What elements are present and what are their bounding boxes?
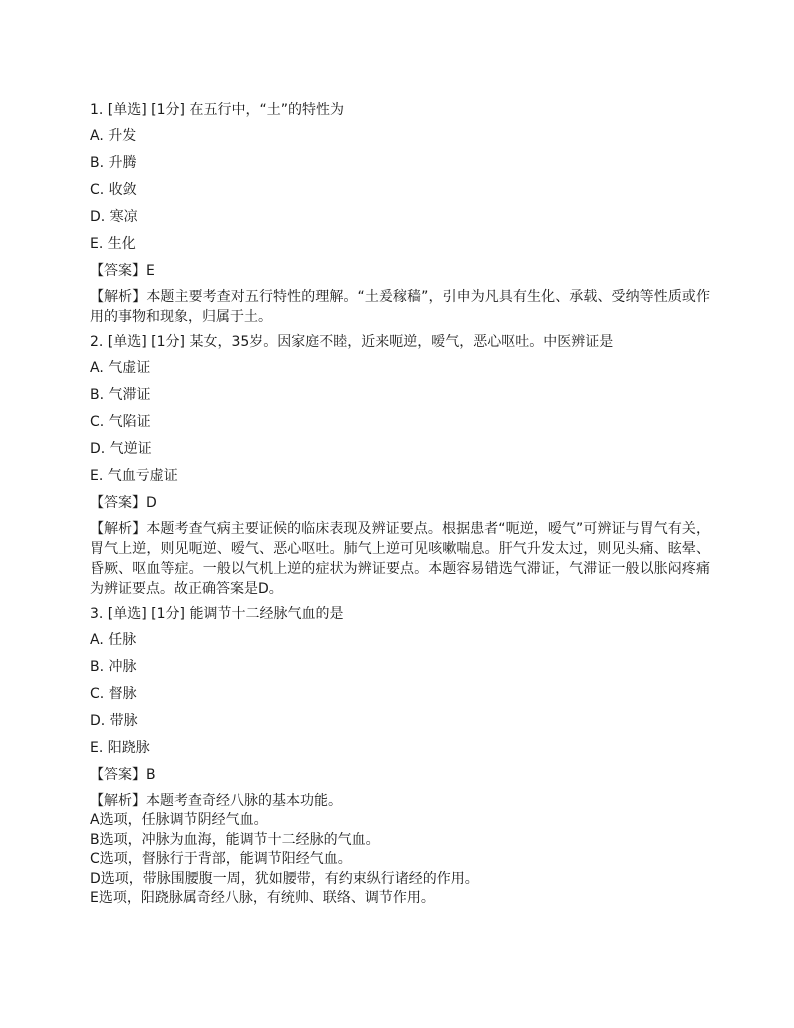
option-b: B. 升腾 [90, 155, 137, 171]
option-d: D. 气逆证 [90, 441, 152, 457]
option-c: C. 气陷证 [90, 414, 151, 430]
analysis-block [90, 287, 710, 327]
option-e: E. 生化 [90, 236, 136, 252]
answer-value: B [146, 767, 156, 783]
analysis-body: 本题主要考查对五行特性的理解。“土爰稼穑”，引申为凡具有生化、承载、受纳等性质或作用的事物和现象，归属于土。 [90, 289, 710, 325]
analysis-label: 【解析】 [90, 289, 147, 305]
analysis-line-c: C选项，督脉行于背部，能调节阳经气血。 [90, 851, 352, 867]
question-stem: 3. [单选] [1分] 能调节十二经脉气血的是 [90, 606, 344, 622]
analysis-line-e: E选项，阳跷脉属奇经八脉，有统帅、联络、调节作用。 [90, 890, 435, 906]
question-stem: 1. [单选] [1分] 在五行中，“土”的特性为 [90, 102, 344, 118]
analysis-block [90, 791, 710, 909]
answer-line [90, 493, 710, 513]
option-b: B. 气滞证 [90, 387, 151, 403]
option-a: A. 气虚证 [90, 360, 151, 376]
analysis-text [90, 791, 710, 811]
option-a: A. 任脉 [90, 632, 137, 648]
answer-value: E [146, 263, 155, 279]
answer-label: 【答案】 [90, 263, 146, 279]
analysis-line-b: B选项，冲脉为血海，能调节十二经脉的气血。 [90, 831, 380, 848]
answer-line [90, 261, 710, 281]
question-2 [90, 332, 710, 599]
analysis-label: 【解析】 [90, 793, 146, 809]
answer-label: 【答案】 [90, 767, 146, 783]
option-b: B. 冲脉 [90, 659, 137, 675]
option-d: D. 带脉 [90, 713, 138, 729]
answer-line [90, 765, 710, 785]
analysis-label: 【解析】 [90, 521, 147, 537]
option-c: C. 收敛 [90, 182, 137, 198]
analysis-body: 本题考查气病主要证候的临床表现及辨证要点。根据患者“呃逆，嗳气”可辨证与胃气有关，胃气上逆，则见呃逆、嗳气、恶心呕吐。肺气上逆可见咳嗽喘息。肝气升发太过，则见头痛、眩晕、昏厥、呕血等症。一般以气机上逆的症状为辨证要点。本题容易错选气滞证，气滞证一般以胀闷疼痛为辨证要点。故正确答案是D。 [90, 521, 710, 597]
question-stem: 2. [单选] [1分] 某女，35岁。因家庭不睦，近来呃逆，嗳气，恶心呕吐。中医辨证是 [90, 334, 614, 350]
option-d: D. 寒凉 [90, 209, 138, 225]
analysis-line-a: A选项，任脉调节阴经气血。 [90, 812, 268, 828]
option-a: A. 升发 [90, 128, 137, 144]
analysis-line-d: D选项，带脉围腰腹一周，犹如腰带，有约束纵行诸经的作用。 [90, 870, 479, 887]
analysis-block [90, 519, 710, 599]
question-1 [90, 100, 710, 327]
option-e: E. 气血亏虚证 [90, 468, 178, 484]
question-3 [90, 604, 710, 909]
answer-value: D [146, 495, 157, 511]
option-e: E. 阳跷脉 [90, 740, 150, 756]
analysis-text [90, 287, 710, 327]
question-page [90, 100, 710, 914]
option-c: C. 督脉 [90, 686, 137, 702]
answer-label: 【答案】 [90, 495, 146, 511]
analysis-text [90, 519, 710, 599]
analysis-body: 本题考查奇经八脉的基本功能。 [146, 793, 342, 809]
